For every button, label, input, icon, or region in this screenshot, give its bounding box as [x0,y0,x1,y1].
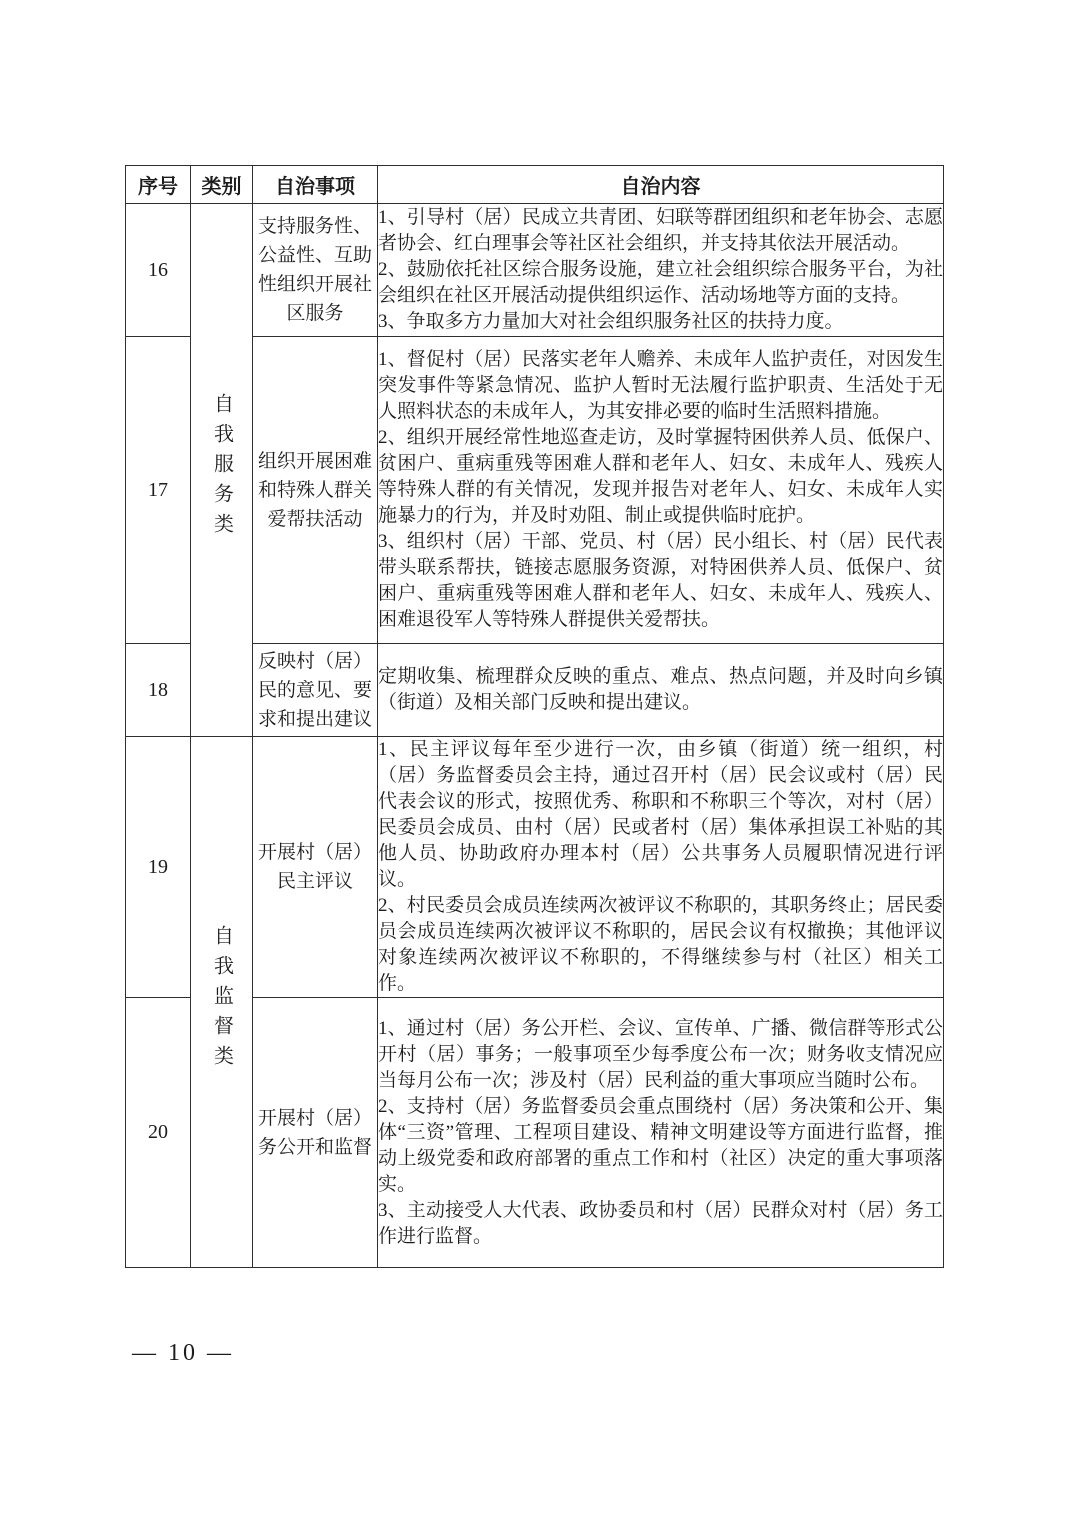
row-17-content-item-3: 3、组织村（居）干部、党员、村（居）民小组长、村（居）民代表带头联系帮扶，链接志愿服务资源，对特困供养人员、低保户、贫困户、重病重残等困难人群和老年人、妇女、未成年人、残疾人、困难退役军人等特殊人群提供关爱帮扶。 [378,531,943,630]
row-17-content [378,337,944,644]
row-16-content-item-3: 3、争取多方力量加大对社会组织服务社区的扶持力度。 [378,311,844,332]
row-19-content-item-2: 2、村民委员会成员连续两次被评议不称职的，其职务终止；居民委员会成员连续两次被评议不称职的，居民会议有权撤换；其他评议对象连续两次被评议不称职的，不得继续参与村（社区）相关工作。 [378,895,943,994]
table-row-16 [126,204,944,337]
row-20-content [378,998,944,1268]
row-17-matter: 组织开展困难和特殊人群关爱帮扶活动 [253,337,378,644]
row-17-content-item-1: 1、督促村（居）民落实老年人赡养、未成年人监护责任，对因发生突发事件等紧急情况、监护人暂时无法履行监护职责、生活处于无人照料状态的未成年人，为其安排必要的临时生活照料措施。 [378,349,943,422]
table-header-row [126,166,944,204]
row-19-matter: 开展村（居）民主评议 [253,737,378,998]
row-16-content [378,204,944,337]
row-20-matter: 开展村（居）务公开和监督 [253,998,378,1268]
row-16-number: 16 [126,204,191,337]
row-17-number: 17 [126,337,191,644]
page-number: — 10 — [132,1340,234,1366]
column-header-content: 自治内容 [378,166,944,204]
category-self-service [191,204,253,737]
column-header-matter: 自治事项 [253,166,378,204]
row-16-content-item-2: 2、鼓励依托社区综合服务设施，建立社会组织综合服务平台，为社会组织在社区开展活动提供组织运作、活动场地等方面的支持。 [378,259,943,306]
table-row-19 [126,737,944,998]
category-self-service-label: 自我服务类 [210,392,233,543]
column-header-number: 序号 [126,166,191,204]
row-20-content-item-1: 1、通过村（居）务公开栏、会议、宣传单、广播、微信群等形式公开村（居）事务；一般事项至少每季度公布一次；财务收支情况应当每月公布一次；涉及村（居）民利益的重大事项应当随时公布。 [378,1017,943,1091]
row-19-content-item-1: 1、民主评议每年至少进行一次，由乡镇（街道）统一组织，村（居）务监督委员会主持，通过召开村（居）民会议或村（居）民代表会议的形式，按照优秀、称职和不称职三个等次，对村（居）民委员会成员、由村（居）民或者村（居）集体承担误工补贴的其他人员、协助政府办理本村（居）公共事务人员履职情况进行评议。 [378,739,943,890]
row-18-content [378,644,944,737]
column-header-category: 类别 [191,166,253,204]
row-16-content-item-1: 1、引导村（居）民成立共青团、妇联等群团组织和老年协会、志愿者协会、红白理事会等社区社会组织，并支持其依法开展活动。 [378,207,943,254]
row-19-content [378,737,944,998]
row-20-number: 20 [126,998,191,1268]
row-16-matter: 支持服务性、公益性、互助性组织开展社区服务 [253,204,378,337]
row-19-number: 19 [126,737,191,998]
row-18-number: 18 [126,644,191,737]
row-20-content-item-2: 2、支持村（居）务监督委员会重点围绕村（居）务决策和公开、集体“三资”管理、工程项目建设、精神文明建设等方面进行监督，推动上级党委和政府部署的重点工作和村（社区）决定的重大事项落实。 [378,1095,943,1195]
row-17-content-item-2: 2、组织开展经常性地巡查走访，及时掌握特困供养人员、低保户、贫困户、重病重残等困难人群和老年人、妇女、未成年人、残疾人等特殊人群的有关情况，发现并报告对老年人、妇女、未成年人实施暴力的行为，并及时劝阻、制止或提供临时庇护。 [378,427,943,526]
category-self-supervision-label: 自我监督类 [210,924,233,1075]
row-20-content-item-3: 3、主动接受人大代表、政协委员和村（居）民群众对村（居）务工作进行监督。 [378,1199,943,1247]
autonomy-matters-table [125,165,944,1268]
row-18-content-item-1: 定期收集、梳理群众反映的重点、难点、热点问题，并及时向乡镇（街道）及相关部门反映和提出建议。 [378,666,943,713]
row-18-matter: 反映村（居）民的意见、要求和提出建议 [253,644,378,737]
category-self-supervision [191,737,253,1268]
